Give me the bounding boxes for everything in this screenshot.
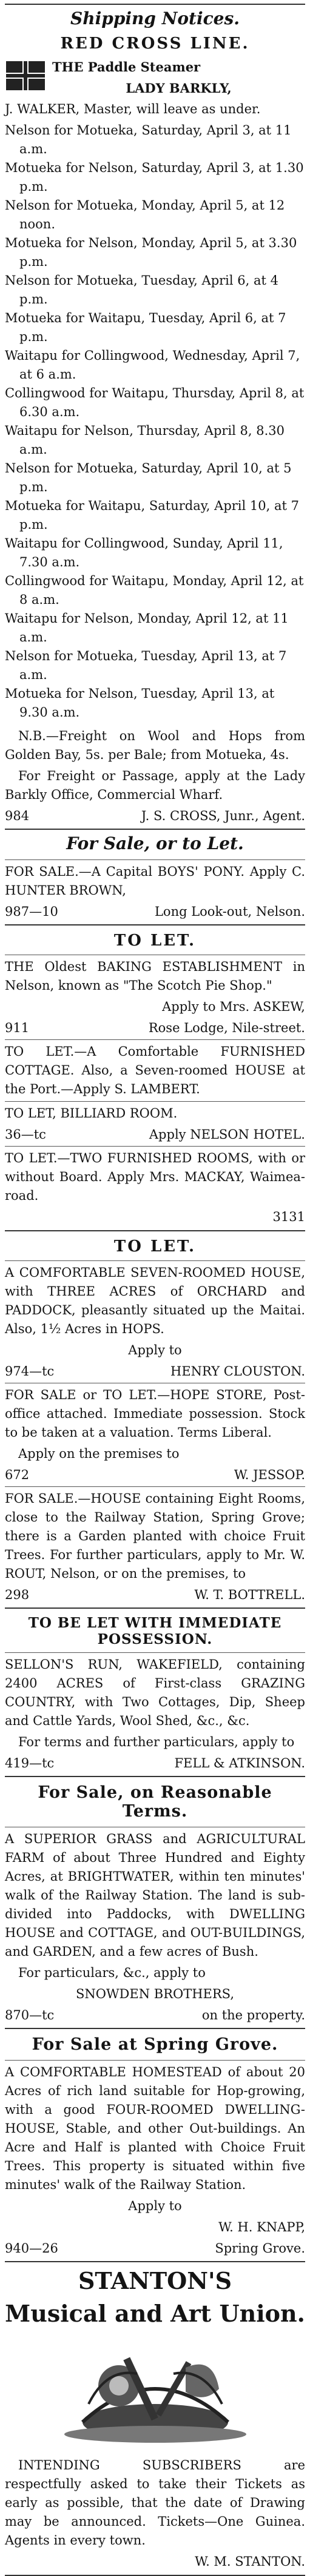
steamer-intro: THE Paddle Steamer <box>52 59 201 74</box>
shipping-agent: J. S. CROSS, Junr., Agent. <box>141 809 305 823</box>
ship-name: LADY BARKLY, <box>126 81 232 96</box>
run-agent: FELL & ATKINSON. <box>174 1756 305 1770</box>
red-cross-flag-icon <box>5 60 46 91</box>
pony-address: Long Look-out, Nelson. <box>154 904 305 919</box>
schedule-entry: Motueka for Waitapu, Tuesday, April 6, at 7 p.m. <box>5 311 286 344</box>
reasonable-terms-heading: For Sale, on Reasonable Terms. <box>38 1783 272 1821</box>
homestead-ad: A COMFORTABLE HOMESTEAD of about 20 Acres of rich land suitable for Hop-growing, with a good FOUR-ROOMED DWELLING-HOUSE, Stable, and other Out-buildings. An Acre and Half is planted with Choice Fruit Trees. This property is situated within five minutes' walk of the Railway Station. <box>5 2065 305 2192</box>
farm-footer <box>5 2006 305 2024</box>
homestead-where: Spring Grove. <box>215 2241 305 2256</box>
house-apply: Apply to <box>128 1343 182 1357</box>
pony-ad: FOR SALE.—A Capital BOYS' PONY. Apply C. HUNTER BROWN, <box>5 864 305 898</box>
schedule-entry: Collingwood for Waitapu, Monday, April 12, at 8 a.m. <box>5 574 304 607</box>
rule <box>5 1101 305 1102</box>
schedule-entry: Nelson for Motueka, Tuesday, April 13, at 7 a.m. <box>5 649 287 682</box>
farm-ref: 870—tc <box>5 2008 55 2022</box>
run-ad: SELLON'S RUN, WAKEFIELD, containing 2400 ACRES of First-class GRAZING COUNTRY, with Two Cottages, Dip, Sheep and Cattle Yards, Wool Shed, &c., &c. <box>5 1657 305 1728</box>
pony-footer <box>5 902 305 921</box>
top-rule <box>5 4 305 5</box>
billiard-ref: 36—tc <box>5 1127 46 1142</box>
red-cross-line-title: RED CROSS LINE. <box>60 35 250 53</box>
rooms-ad: TO LET.—TWO FURNISHED ROOMS, with or without Board. Apply Mrs. MACKAY, Waimea-road. <box>5 1151 305 1203</box>
bakery-ad: THE Oldest BAKING ESTABLISHMENT in Nelson, known as "The Scotch Pie Shop." <box>5 959 305 993</box>
schedule-entry: Nelson for Motueka, Saturday, April 3, at 11 a.m. <box>5 123 292 156</box>
possession-heading: TO BE LET WITH IMMEDIATE POSSESSION. <box>28 1615 282 1647</box>
run-terms: For terms and further particulars, apply to <box>18 1735 295 1749</box>
rule <box>5 2028 305 2029</box>
shipping-footer <box>5 807 305 825</box>
master-line: J. WALKER, Master, will leave as under. <box>5 102 261 116</box>
schedule-entry: Motueka for Nelson, Monday, April 5, at 3.30 p.m. <box>5 236 297 269</box>
spring-house-ad: FOR SALE.—HOUSE containing Eight Rooms, close to the Railway Station, Spring Grove; there is a Garden planted with choice Fruit Trees. For further particulars, apply to Mr. W. ROUT, Nelson, or on the premises, to <box>5 1491 305 1581</box>
store-apply: Apply on the premises to <box>18 1446 180 1461</box>
run-ref: 419—tc <box>5 1756 55 1770</box>
schedule-entry: Collingwood for Waitapu, Thursday, April 8, at 6.30 a.m. <box>5 386 305 419</box>
rule <box>5 1039 305 1040</box>
homestead-ref: 940—26 <box>5 2241 58 2256</box>
rooms-ref: 3131 <box>272 1210 305 1224</box>
shipping-heading: Shipping Notices. <box>70 8 240 28</box>
rule <box>5 2261 305 2262</box>
musical-instruments-illustration <box>46 2331 265 2452</box>
rule <box>5 1230 305 1231</box>
store-ref: 672 <box>5 1468 30 1482</box>
run-footer <box>5 1754 305 1772</box>
cottage-ad: TO LET.—A Comfortable FURNISHED COTTAGE. Also, a Seven-roomed HOUSE at the Port.—Apply S. LAMBERT. <box>5 1044 305 1096</box>
rule <box>5 829 305 830</box>
freight-note: N.B.—Freight on Wool and Hops from Golden Bay, 5s. per Bale; from Motueka, 4s. <box>5 729 305 762</box>
schedule-entry: Waitapu for Collingwood, Sunday, April 11, 7.30 a.m. <box>5 536 283 569</box>
schedule-entry: Motueka for Waitapu, Saturday, April 10, at 7 p.m. <box>5 498 299 532</box>
shipping-ref: 984 <box>5 809 30 823</box>
newspaper-page <box>5 4 305 2576</box>
rule <box>5 1608 305 1609</box>
schedule-entry: Motueka for Nelson, Saturday, April 3, at 1.30 p.m. <box>5 161 304 194</box>
farm-where: on the property. <box>201 2008 305 2022</box>
art-union-title: Musical and Art Union. <box>5 2300 305 2327</box>
bakery-ref: 911 <box>5 1021 30 1035</box>
store-ad: FOR SALE or TO LET.—HOPE STORE, Post-office attached. Immediate possession. Stock to be taken at a valuation. Terms Liberal. <box>5 1388 305 1440</box>
rule <box>5 1146 305 1147</box>
to-let-heading: TO LET. <box>113 932 197 950</box>
schedule-entry: Motueka for Nelson, Tuesday, April 13, at 9.30 a.m. <box>5 686 275 720</box>
house-ref: 974—tc <box>5 1364 55 1379</box>
rule <box>5 1486 305 1487</box>
rule <box>5 2060 305 2061</box>
spring-house-ref: 298 <box>5 1588 30 1602</box>
homestead-apply: Apply to <box>128 2199 182 2213</box>
to-let-heading-2: TO LET. <box>113 1237 197 1256</box>
house-footer <box>5 1362 305 1380</box>
homestead-agent: W. H. KNAPP, <box>218 2220 305 2234</box>
rule <box>5 1776 305 1777</box>
spring-grove-heading: For Sale at Spring Grove. <box>32 2035 278 2054</box>
stanton-ad: INTENDING SUBSCRIBERS are respectfully asked to take their Tickets as early as possible, that the date of Drawing may be announced. Tickets—One Guinea. Agents in every town. <box>5 2458 305 2548</box>
rule <box>5 924 305 925</box>
schedule-entry: Nelson for Motueka, Saturday, April 10, at 5 p.m. <box>5 461 292 494</box>
rule <box>5 1260 305 1261</box>
billiard-footer <box>5 1125 305 1144</box>
farm-agent: SNOWDEN BROTHERS, <box>75 1987 234 2001</box>
stanton-title: STANTON'S <box>78 2267 232 2294</box>
house-ad: A COMFORTABLE SEVEN-ROOMED HOUSE, with THREE ACRES of ORCHARD and PADDOCK, pleasantly situated up the Maitai. Also, 1½ Acres in HOPS. <box>5 1265 305 1336</box>
bakery-footer <box>5 1019 305 1037</box>
schedule-entry: Waitapu for Nelson, Monday, April 12, at 11 a.m. <box>5 611 289 644</box>
sailing-schedule <box>5 121 305 722</box>
schedule-entry: Waitapu for Nelson, Thursday, April 8, 8.30 a.m. <box>5 423 285 457</box>
store-footer <box>5 1466 305 1484</box>
bakery-apply: Apply to Mrs. ASKEW, <box>162 999 305 1014</box>
schedule-entry: Nelson for Motueka, Monday, April 5, at 12 noon. <box>5 198 285 231</box>
stanton-signature: W. M. STANTON. <box>195 2554 305 2569</box>
spring-house-footer <box>5 1586 305 1604</box>
homestead-footer <box>5 2239 305 2257</box>
pony-ref: 987—10 <box>5 904 58 919</box>
schedule-entry: Waitapu for Collingwood, Wednesday, April 7, at 6 a.m. <box>5 348 300 382</box>
bakery-address: Rose Lodge, Nile-street. <box>148 1021 305 1035</box>
house-agent: HENRY CLOUSTON. <box>170 1364 305 1379</box>
schedule-entry: Nelson for Motueka, Tuesday, April 6, at 4 p.m. <box>5 273 278 306</box>
spring-house-agent: W. T. BOTTRELL. <box>194 1588 305 1602</box>
store-agent: W. JESSOP. <box>234 1468 305 1482</box>
billiard-ad: TO LET, BILLIARD ROOM. <box>5 1106 178 1121</box>
billiard-apply: Apply NELSON HOTEL. <box>149 1127 305 1142</box>
farm-ad: A SUPERIOR GRASS and AGRICULTURAL FARM of about Three Hundred and Eighty Acres, at BRIGHTWATER, within ten minutes' walk of the Railway Station. The land is sub-divided into Paddocks, with DWELLING HOUSE and COTTAGE, and OUT-BUILDINGS, and GARDEN, and a few acres of Bush. <box>5 1832 305 1959</box>
rule <box>5 1652 305 1653</box>
freight-passage: For Freight or Passage, apply at the Lady Barkly Office, Commercial Wharf. <box>5 769 305 802</box>
farm-particulars: For particulars, &c., apply to <box>18 1965 206 1980</box>
rule <box>5 859 305 860</box>
for-sale-heading: For Sale, or to Let. <box>66 833 244 853</box>
